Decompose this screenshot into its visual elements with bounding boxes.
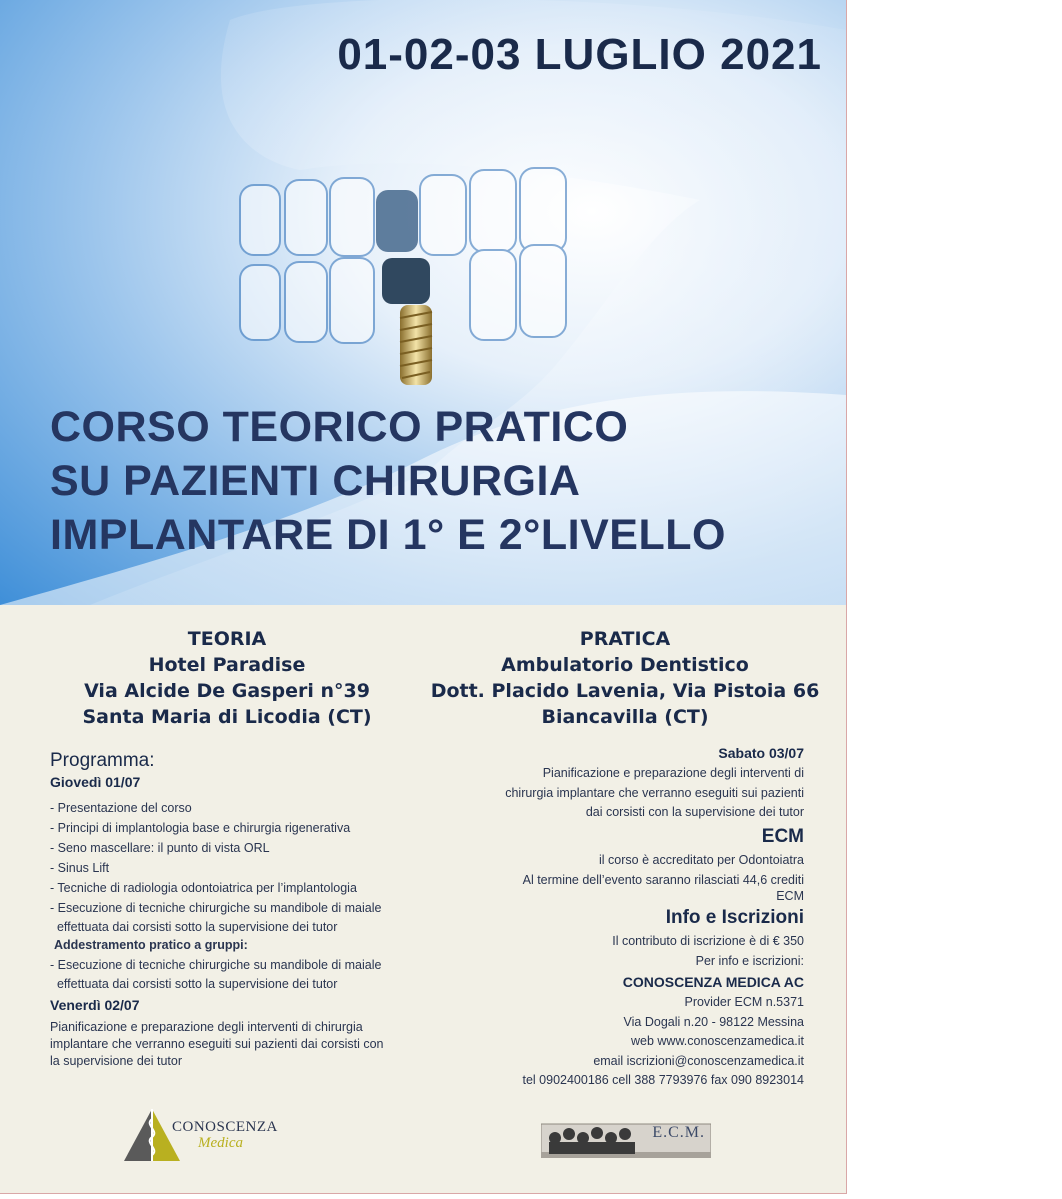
provider-line: Provider ECM n.5371: [684, 995, 804, 1009]
logo-text-medica: Medica: [198, 1135, 243, 1151]
venerdi-line: Pianificazione e preparazione degli interventi di chirurgia: [50, 1020, 363, 1034]
teoria-address: Via Alcide De Gasperi n°39: [84, 680, 370, 702]
info-heading: Info e Iscrizioni: [665, 907, 804, 928]
ecm-logo: [541, 1118, 711, 1160]
program-column: [50, 750, 450, 1070]
ecm-line: il corso è accreditato per Odontoiatra: [599, 852, 804, 867]
pratica-venue: [430, 626, 820, 730]
title-line-1: CORSO TEORICO PRATICO: [50, 403, 629, 451]
title-line-2: SU PAZIENTI CHIRURGIA: [50, 457, 581, 505]
pratica-address: Dott. Placido Lavenia, Via Pistoia 66: [430, 680, 820, 702]
address-line: Via Dogali n.20 - 98122 Messina: [623, 1014, 804, 1029]
conoscenza-medica-logo: [120, 1105, 290, 1165]
pratica-place: Ambulatorio Dentistico: [501, 654, 749, 676]
giovedi-heading: Giovedì 01/07: [50, 774, 141, 790]
title-line-3: IMPLANTARE DI 1° E 2°LIVELLO: [50, 511, 726, 559]
organization-name: CONOSCENZA MEDICA AC: [622, 974, 804, 990]
giovedi-item: effettuata dai corsisti sotto la supervisione dei tutor: [50, 920, 338, 934]
web-line: web www.conoscenzamedica.it: [631, 1034, 804, 1048]
training-heading: Addestramento pratico a gruppi:: [54, 938, 248, 952]
program-heading: Programma:: [50, 750, 155, 771]
giovedi-item: - Esecuzione di tecniche chirurgiche su mandibole di maiale: [50, 901, 382, 915]
giovedi-item: - Sinus Lift: [50, 861, 110, 875]
teoria-label: TEORIA: [187, 628, 267, 650]
giovedi-item: - Principi di implantologia base e chirurgia rigenerativa: [50, 821, 351, 835]
pratica-label: PRATICA: [579, 628, 671, 650]
email-line: email iscrizioni@conoscenzamedica.it: [593, 1053, 804, 1068]
venerdi-line: la supervisione dei tutor: [50, 1054, 183, 1068]
teoria-city: Santa Maria di Licodia (CT): [82, 706, 372, 728]
ecm-logo-text: E.C.M.: [652, 1124, 705, 1141]
training-item: - Esecuzione di tecniche chirurgiche su mandibole di maiale: [50, 958, 382, 972]
venerdi-heading: Venerdì 02/07: [50, 997, 140, 1013]
teoria-venue: [62, 626, 392, 730]
giovedi-item: - Tecniche di radiologia odontoiatrica per l’implantologia: [50, 881, 357, 895]
course-title: [50, 400, 726, 562]
giovedi-item: - Seno mascellare: il punto di vista ORL: [50, 841, 270, 855]
sabato-line: chirurgia implantare che verranno eseguiti sui pazienti: [505, 785, 804, 800]
teoria-place: Hotel Paradise: [148, 654, 306, 676]
ecm-line: Al termine dell’evento saranno rilasciati 44,6 crediti: [522, 873, 804, 887]
event-date: 01-02-03 LUGLIO 2021: [337, 30, 822, 79]
logo-text-conoscenza: CONOSCENZA: [172, 1119, 278, 1135]
sabato-line: dai corsisti con la supervisione dei tutor: [585, 805, 804, 819]
training-item: effettuata dai corsisti sotto la supervisione dei tutor: [50, 977, 338, 991]
info-column: [440, 742, 804, 1091]
venerdi-line: implantare che verranno eseguiti sui pazienti dai corsisti con: [50, 1037, 384, 1051]
hero-xray-image: [0, 0, 846, 605]
ecm-line: ECM: [776, 889, 804, 903]
sabato-line: Pianificazione e preparazione degli interventi di: [542, 766, 804, 780]
info-line: Il contributo di iscrizione è di € 350: [612, 934, 804, 948]
giovedi-item: - Presentazione del corso: [50, 801, 192, 815]
ecm-heading: ECM: [761, 825, 804, 847]
phone-line: tel 0902400186 cell 388 7793976 fax 090 8923014: [522, 1073, 804, 1087]
info-line: Per info e iscrizioni:: [695, 953, 804, 968]
sabato-heading: Sabato 03/07: [718, 745, 804, 761]
pratica-city: Biancavilla (CT): [541, 706, 709, 728]
